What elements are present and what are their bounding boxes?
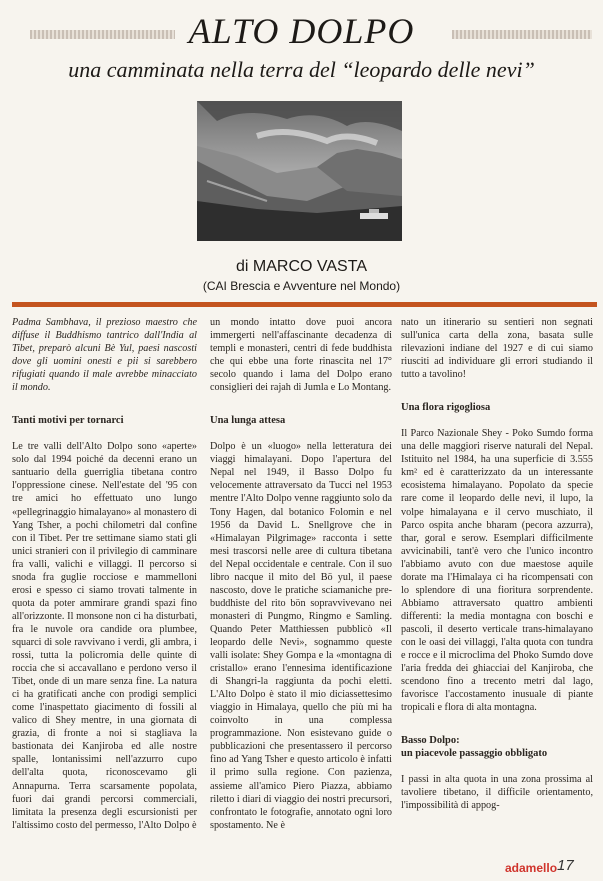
article-column-1 (12, 316, 197, 832)
body-paragraph: I passi in alta quota in una zona prossima al tavoliere tibetano, il difficile orientamento, l'impossibilità di appog- (401, 774, 593, 812)
section-heading: Una lunga attesa (210, 415, 286, 427)
author-byline: di MARCO VASTA (236, 258, 367, 275)
section-heading: un piacevole passaggio obbligato (401, 748, 548, 760)
section-heading: Basso Dolpo: (401, 735, 460, 747)
mountain-photo-illustration (197, 101, 402, 241)
article-column-3 (401, 316, 593, 812)
article-subtitle: una camminata nella terra del “leopardo delle nevi” (68, 57, 535, 82)
section-heading: Tanti motivi per tornarci (12, 415, 124, 427)
intro-paragraph: Padma Sambhava, il prezioso maestro che diffuse il Buddhismo tantrico dall'India al Tibet, preparò alcuni Bè Yul, paesi nascosti dove gli uomini onesti e pii si sarebbero rifugiati quando il male avrebbe minacciato il mondo. (12, 317, 197, 394)
author-affiliation: (CAI Brescia e Avventure nel Mondo) (202, 279, 401, 293)
article-column-2 (210, 316, 392, 832)
body-paragraph: nato un itinerario su sentieri non segnati sull'unica carta della zona, basata sulle rilevazioni indiane del 1927 e di cui siamo riusciti ad individuare gli errori studiando il tutto a tavolino! (401, 317, 593, 381)
mountain-landscape-photo (197, 101, 402, 241)
body-paragraph: Dolpo è un «luogo» nella letteratura dei viaggi himalayani. Dopo l'apertura del Nepal nel 1949, il Basso Dolpo fu velocemente attraversato da Tucci nel 1953 mentre l'Alto Dolpo venne raggiunto solo da Tony Hagen, dal botanico Folomin e nel 1956 da David L. Snellgrove che in «Himalayan Pilgrimage» racconta i sette mesi trascorsi nelle aree di cultura tibetana del Nepal occidentale e centrale. Con il suo libro nacque il mito del Bö yul, il paese nascosto, dove le pratiche sciamaniche pre-buddhiste del rito bön sopravvivevano nei monasteri di Pungmo, Ringmo e Samling. Quando Peter Matthiessen pubblicò «Il leopardo delle Nevi», sognammo queste valli isolate: Shey Gompa e la «montagna di cristallo» erano l'ennesima identificazione di Shangri-la raggiunta da pochi eletti. L'Alto Dolpo è stato il mio diciassettesimo viaggio in Himalaya, quello che più mi ha coinvolto in una complessa programmazione. Non esistevano guide o pubblicazioni che presentassero il percorso fino ad Yang Tsher e questo articolo è infatti il primo sulla regione. Con pazienza, assieme all'amico Piero Piazza, abbiamo riletto i diari di viaggio dei nostri precursori, confrontato le fotografie, annotato ogni loro spostamento. Ne è (210, 441, 392, 831)
page-number: 17 (557, 857, 574, 874)
section-heading: Una flora rigogliosa (401, 402, 491, 414)
body-paragraph: Le tre valli dell'Alto Dolpo sono «aperte» solo dal 1994 poiché da decenni erano un santuario della guerriglia tibetana contro l'oppressione cinese. Nell'estate del '95 con tre amici ho effettuato uno lungo «pellegrinaggio himalayano» al monastero di Yang Tsher, a pochi chilometri dal confine con il Tibet. Per tre settimane siamo stati gli unici stranieri con il privilegio di camminare fra valli, valichi e villaggi. Il percorso si snoda fra guglie rocciose e mammelloni erosi e spesso ci siamo trovati talmente in quota da poter ammirare grandi spazi fino all'orizzonte. Il monsone non ci ha disturbati, fra le nuvole ora candide ora plumbee, squarci di sole ravvivano i verdi, gli ambra, i rossi, tutta la policromia delle quinte di roccia che si accavallano e perdono verso il Tibet, onde di un mare senza fine. La natura ci ha gratificati anche con prodigi semplici come l'inaspettato giacimento di fossili al valico di Shey mentre, in una giornata di grazia, di fronte a noi si stagliava la bastionata dei Kanjiroba ed alle nostre spalle, lontanissimi nell'azzurro cupo dell'alta quota, riconoscevamo gli Annapurna. Terra scarsamente popolata, fuori dai grandi percorsi commerciali, limitata la presenza degli escursionisti per l'altissimo costo del permesso, l'Alto Dolpo è (12, 441, 197, 831)
section-divider-rule (12, 302, 597, 307)
magazine-brand: adamello (505, 861, 558, 875)
body-paragraph: un mondo intatto dove puoi ancora immergerti nell'affascinante decadenza di templi e monasteri, centri di fede buddhista che qui ebbe una forte rinascita nel 17° secolo quando i lama del Dolpo erano consiglieri dei rajah di Jumla e Lo Montang. (210, 317, 392, 394)
article-title: ALTO DOLPO (188, 11, 415, 51)
body-paragraph: Il Parco Nazionale Shey - Poko Sumdo forma una delle maggiori riserve naturali del Nepal. Istituito nel 1984, ha una superficie di 3.555 km² ed è caratterizzato da un interessante ecosistema himalayano. Popolato da specie rare come il leopardo delle nevi, il lupo, la volpe himalayana e il cervo muschiato, il Parco ospita anche bharam (pecora azzurra), thar, goral e serow. Esemplari difficilmente avvicinabili, tant'è vero che l'unico incontro l'abbiamo avuto con due maestose aquile dorate ma l'Himalaya ci ha ricompensati con lo splendore di una fioritura sorprendente. Abbiamo attraversato quattro ambienti differenti: la media montagna con boschi e pascoli, il deserto verticale trans-himalayano con le oasi dei villaggi, l'alta quota con tundra e rocce e il microclima del Phoko Sumdo dove l'aria fredda dei ghiacciai del Kanjiroba, che scendono fino a trecento metri dal lago, favorisce l'accostamento inusuale di piante tropicali e flora di alta montagna. (401, 428, 593, 714)
